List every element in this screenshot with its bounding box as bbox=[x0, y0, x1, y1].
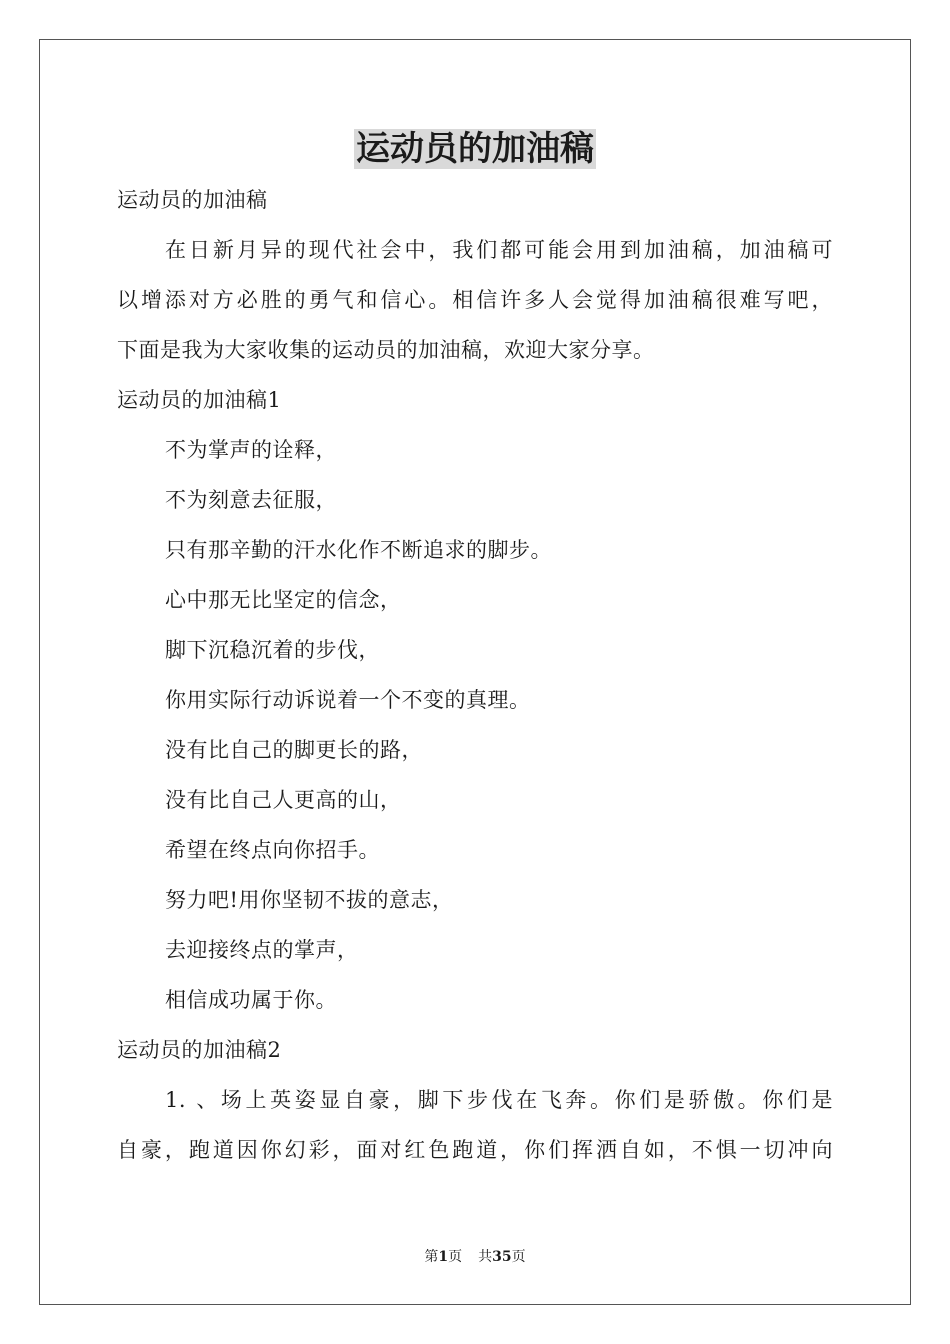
document-title bbox=[0, 128, 950, 170]
document-title-text: 运动员的加油稿 bbox=[356, 129, 594, 169]
poem-line: 没有比自己的脚更长的路， bbox=[165, 738, 423, 762]
intro-line-1: 在日新月异的现代社会中，我们都可能会用到加油稿，加油稿可 bbox=[165, 238, 833, 262]
footer-page-number: 1 bbox=[438, 1249, 449, 1265]
poem-line: 不为刻意去征服， bbox=[165, 488, 337, 512]
page-border bbox=[39, 39, 911, 1305]
poem-line: 只有那辛勤的汗水化作不断追求的脚步。 bbox=[165, 538, 552, 562]
intro-line-3: 下面是我为大家收集的运动员的加油稿，欢迎大家分享。 bbox=[117, 338, 655, 362]
section2-heading: 运动员的加油稿2 bbox=[117, 1038, 282, 1062]
footer-total-suffix: 页 bbox=[511, 1249, 526, 1265]
section2-line-2: 自豪，跑道因你幻彩，面对红色跑道，你们挥洒自如，不惧一切冲向 bbox=[117, 1138, 833, 1162]
intro-line-2: 以增添对方必胜的勇气和信心。相信许多人会觉得加油稿很难写吧， bbox=[117, 288, 833, 312]
footer-page-suffix: 页 bbox=[448, 1249, 463, 1265]
document-subtitle: 运动员的加油稿 bbox=[117, 188, 268, 212]
poem-line: 相信成功属于你。 bbox=[165, 988, 337, 1012]
poem-line: 脚下沉稳沉着的步伐， bbox=[165, 638, 380, 662]
page-footer bbox=[0, 1248, 950, 1266]
poem-line: 不为掌声的诠释， bbox=[165, 438, 337, 462]
poem-line: 希望在终点向你招手。 bbox=[165, 838, 380, 862]
footer-page-prefix: 第 bbox=[424, 1249, 439, 1265]
section1-heading: 运动员的加油稿1 bbox=[117, 388, 282, 412]
section2-line-1: 1. 、场上英姿显自豪，脚下步伐在飞奔。你们是骄傲。你们是 bbox=[165, 1088, 833, 1112]
footer-total-prefix: 共 bbox=[478, 1249, 493, 1265]
poem-line: 心中那无比坚定的信念， bbox=[165, 588, 402, 612]
footer-total-pages: 35 bbox=[492, 1249, 512, 1265]
poem-line: 努力吧!用你坚韧不拔的意志， bbox=[165, 888, 454, 912]
poem-line: 去迎接终点的掌声， bbox=[165, 938, 359, 962]
poem-line: 你用实际行动诉说着一个不变的真理。 bbox=[165, 688, 531, 712]
poem-line: 没有比自己人更高的山， bbox=[165, 788, 402, 812]
